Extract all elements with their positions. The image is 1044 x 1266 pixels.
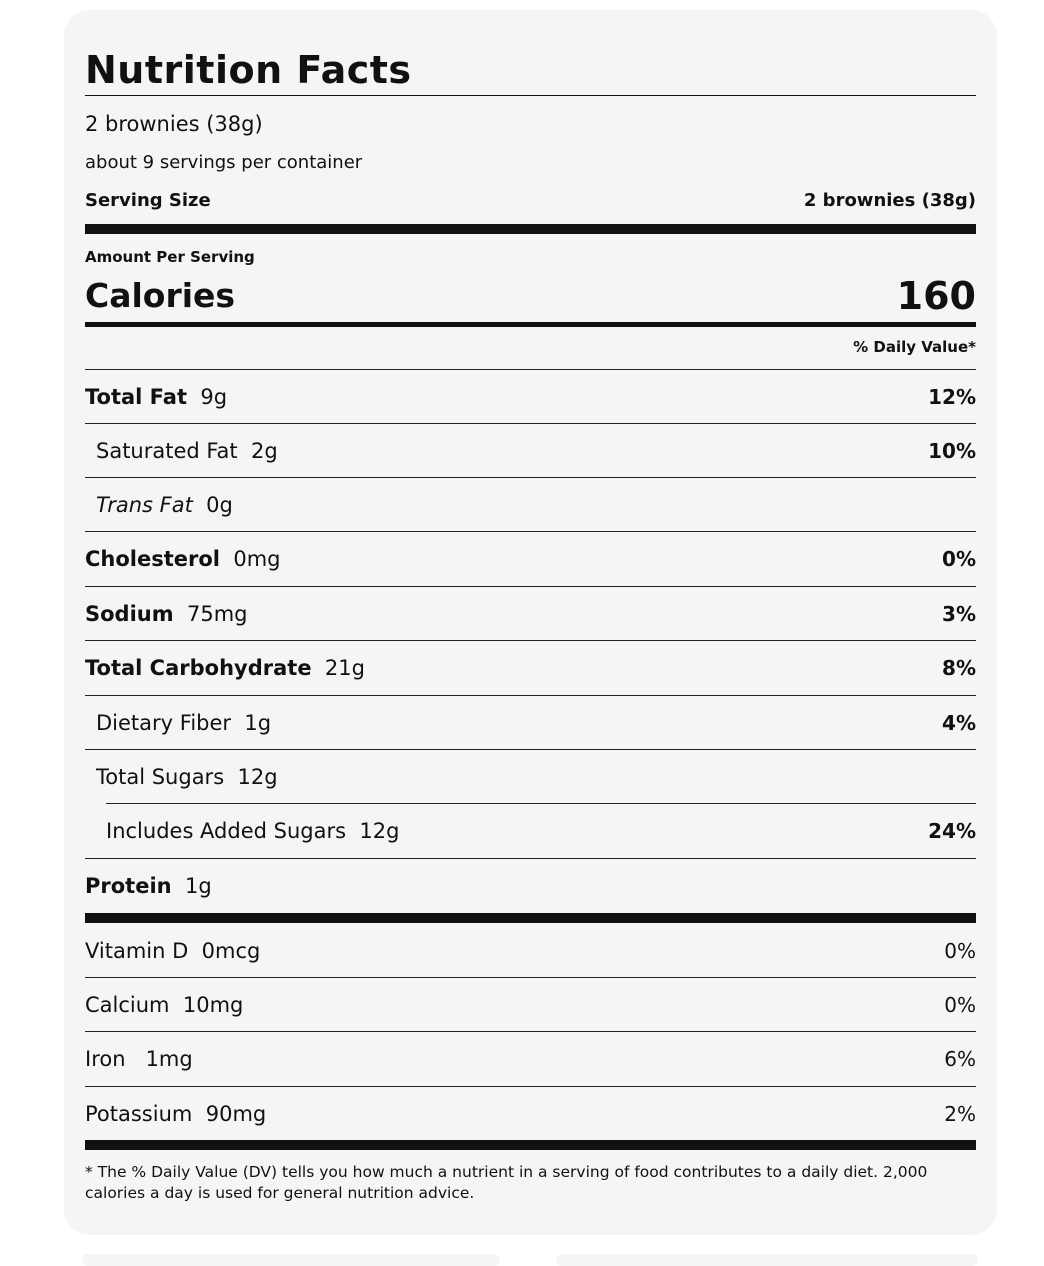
title-divider — [85, 95, 976, 96]
nutrient-name: Total Carbohydrate — [85, 656, 312, 680]
nutrient-name: Dietary Fiber — [96, 711, 232, 735]
nutrient-row-cholesterol — [85, 531, 976, 585]
nutrient-dv: 4% — [942, 711, 976, 735]
nutrient-name: Sodium — [85, 602, 174, 626]
nutrient-dv: 10% — [928, 439, 976, 463]
nutrient-row-added-sugars — [106, 803, 976, 857]
vitamin-dv: 0% — [944, 939, 976, 963]
nutrient-row-dietary-fiber — [85, 695, 976, 749]
serving-size-value: 2 brownies (38g) — [803, 190, 976, 211]
calories-label: Calories — [85, 276, 236, 315]
nutrient-amount: 12g — [359, 819, 400, 843]
nutrient-row-saturated-fat — [85, 423, 976, 477]
nutrient-name: Total Fat — [85, 385, 188, 409]
label-title: Nutrition Facts — [85, 48, 412, 92]
next-card-left — [82, 1254, 500, 1266]
nutrition-card — [64, 10, 997, 1235]
nutrient-name: Saturated Fat — [96, 439, 238, 463]
daily-value-header: % Daily Value* — [853, 338, 976, 356]
thick-divider-top — [85, 224, 976, 234]
nutrient-row-sodium — [85, 586, 976, 640]
vitamin-amount: 10mg — [182, 993, 244, 1017]
vitamin-amount: 1mg — [145, 1047, 193, 1071]
amount-per-serving: Amount Per Serving — [85, 248, 255, 266]
serving-line: 2 brownies (38g) — [85, 112, 263, 136]
vitamin-name: Vitamin D — [85, 939, 189, 963]
nutrient-name: Protein — [85, 874, 172, 898]
vitamin-name: Iron — [85, 1047, 126, 1071]
vitamin-amount: 90mg — [205, 1102, 267, 1126]
vitamin-row-iron — [85, 1031, 976, 1085]
nutrient-amount: 75mg — [186, 602, 248, 626]
nutrient-amount: 12g — [237, 765, 278, 789]
nutrient-dv: 24% — [928, 819, 976, 843]
nutrient-row-trans-fat — [85, 477, 976, 531]
nutrient-row-total-carbohydrate — [85, 640, 976, 694]
nutrient-row-total-sugars — [85, 749, 976, 803]
nutrient-row-protein — [85, 858, 976, 912]
vitamin-amount: 0mcg — [201, 939, 261, 963]
nutrient-dv: 0% — [942, 547, 976, 571]
nutrient-amount: 0g — [206, 493, 233, 517]
nutrient-name: Cholesterol — [85, 547, 220, 571]
servings-per-container: about 9 servings per container — [85, 152, 363, 173]
nutrient-dv: 12% — [928, 385, 976, 409]
calories-divider — [85, 322, 976, 327]
serving-size-label: Serving Size — [85, 190, 211, 211]
nutrient-name: Includes Added Sugars — [106, 819, 347, 843]
nutrient-amount: 21g — [324, 656, 365, 680]
vitamin-name: Calcium — [85, 993, 170, 1017]
nutrient-dv: 8% — [942, 656, 976, 680]
vitamin-name: Potassium — [85, 1102, 193, 1126]
nutrient-name: Trans Fat — [96, 493, 193, 517]
nutrient-amount: 1g — [184, 874, 212, 898]
nutrient-amount: 9g — [200, 385, 228, 409]
vitamin-row-calcium — [85, 977, 976, 1031]
vitamin-dv: 6% — [944, 1047, 976, 1071]
daily-value-footnote: * The % Daily Value (DV) tells you how much a nutrient in a serving of food contributes to a daily diet. 2,000 calories a day is used for general nutrition advice. — [85, 1163, 928, 1202]
next-card-right — [556, 1254, 978, 1266]
vitamin-dv: 2% — [944, 1102, 976, 1126]
nutrient-dv: 3% — [942, 602, 976, 626]
calories-value: 160 — [896, 274, 976, 318]
nutrient-row-total-fat — [85, 369, 976, 423]
nutrient-amount: 2g — [251, 439, 278, 463]
thick-divider-bottom — [85, 1140, 976, 1150]
nutrient-amount: 1g — [244, 711, 272, 735]
vitamin-row-vitamin-d — [85, 923, 976, 977]
nutrient-name: Total Sugars — [96, 765, 225, 789]
thick-divider-middle — [85, 913, 976, 923]
vitamin-dv: 0% — [944, 993, 976, 1017]
nutrient-amount: 0mg — [233, 547, 281, 571]
vitamin-row-potassium — [85, 1086, 976, 1140]
